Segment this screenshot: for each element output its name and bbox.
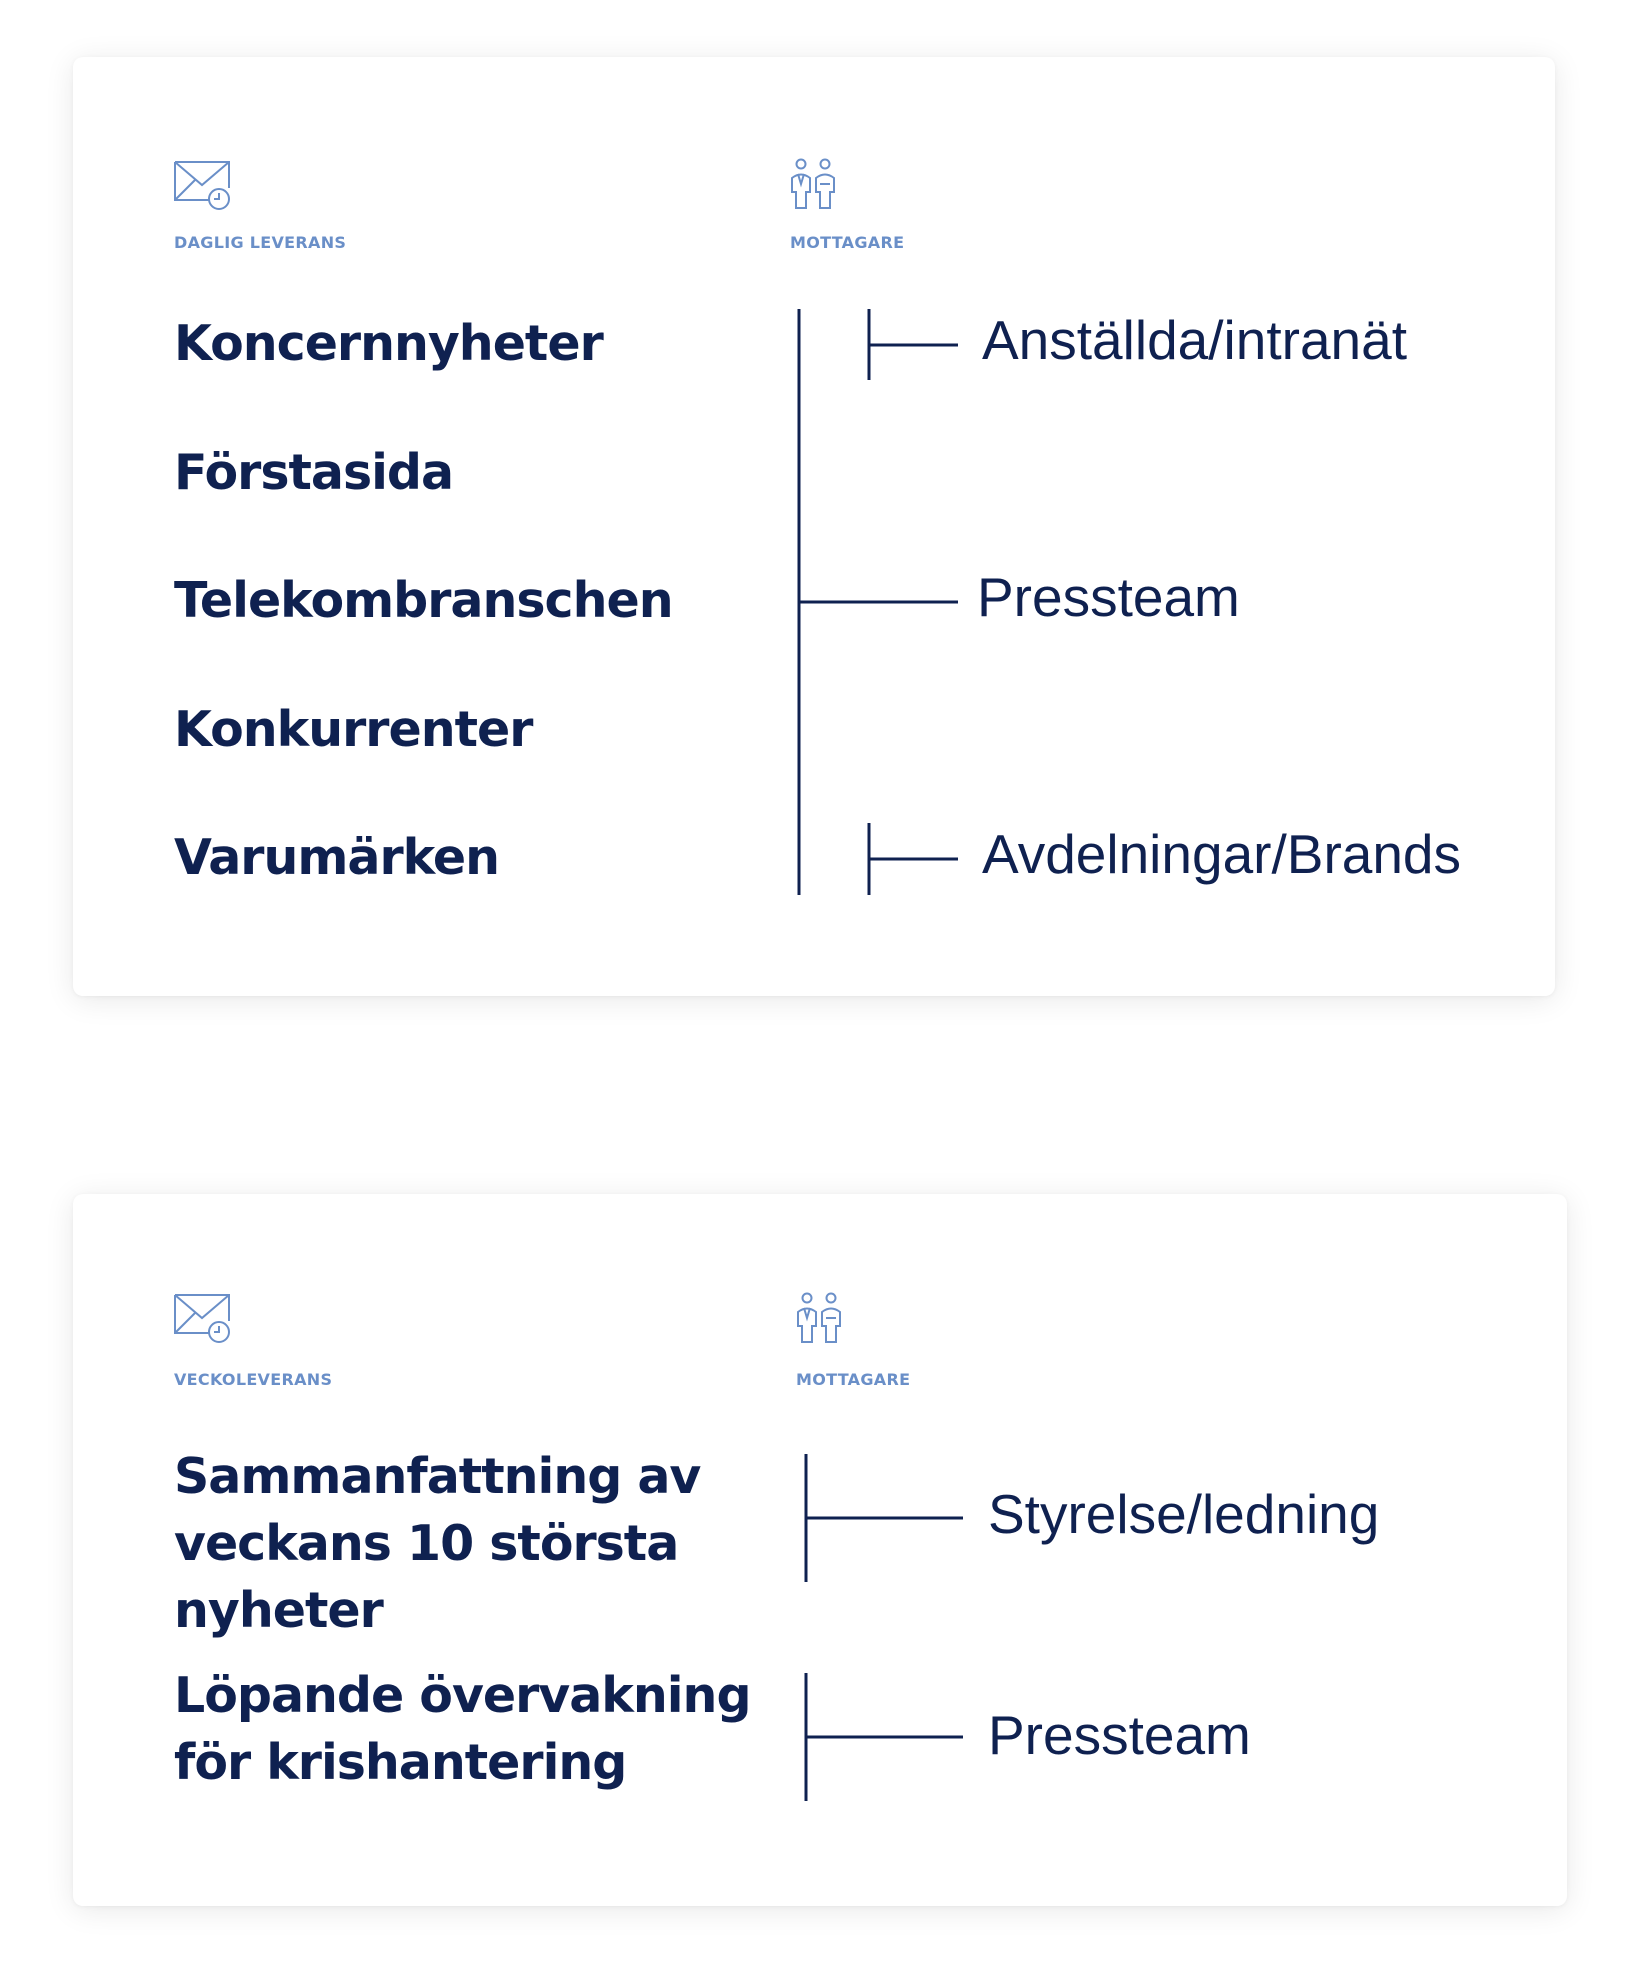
- daily-delivery-card: [73, 57, 1555, 996]
- people-icon: [789, 158, 849, 212]
- recipients-label: MOTTAGARE: [796, 1370, 911, 1389]
- envelope-clock-icon: [173, 158, 233, 212]
- topic-varumarken: Varumärken: [174, 829, 500, 886]
- recipient-pressteam: Pressteam: [977, 566, 1240, 628]
- topic-forstasida: Förstasida: [174, 444, 454, 501]
- recipient-avdelningar-brands: Avdelningar/Brands: [982, 823, 1462, 885]
- recipient-styrelse-ledning: Styrelse/ledning: [988, 1483, 1380, 1545]
- recipient-pressteam: Pressteam: [988, 1704, 1251, 1766]
- topic-telekombranschen: Telekombranschen: [174, 572, 673, 629]
- topic-sammanfattning: [174, 1443, 700, 1644]
- topic-line: för krishantering: [174, 1734, 627, 1791]
- topic-lopande-overvakning: [174, 1662, 751, 1796]
- topic-konkurrenter: Konkurrenter: [174, 701, 533, 758]
- envelope-clock-icon: [173, 1291, 233, 1345]
- topic-line: Löpande övervakning: [174, 1667, 751, 1724]
- people-icon: [795, 1292, 855, 1346]
- recipients-label: MOTTAGARE: [790, 233, 905, 252]
- weekly-delivery-card: [73, 1194, 1567, 1906]
- topic-line: nyheter: [174, 1582, 383, 1639]
- topic-line: Sammanfattning av: [174, 1448, 701, 1505]
- delivery-label: DAGLIG LEVERANS: [174, 233, 347, 252]
- recipient-anstallda-intranat: Anställda/intranät: [982, 309, 1407, 371]
- delivery-label: VECKOLEVERANS: [174, 1370, 333, 1389]
- topic-line: veckans 10 största: [174, 1515, 679, 1572]
- topic-koncernnyheter: Koncernnyheter: [174, 315, 603, 372]
